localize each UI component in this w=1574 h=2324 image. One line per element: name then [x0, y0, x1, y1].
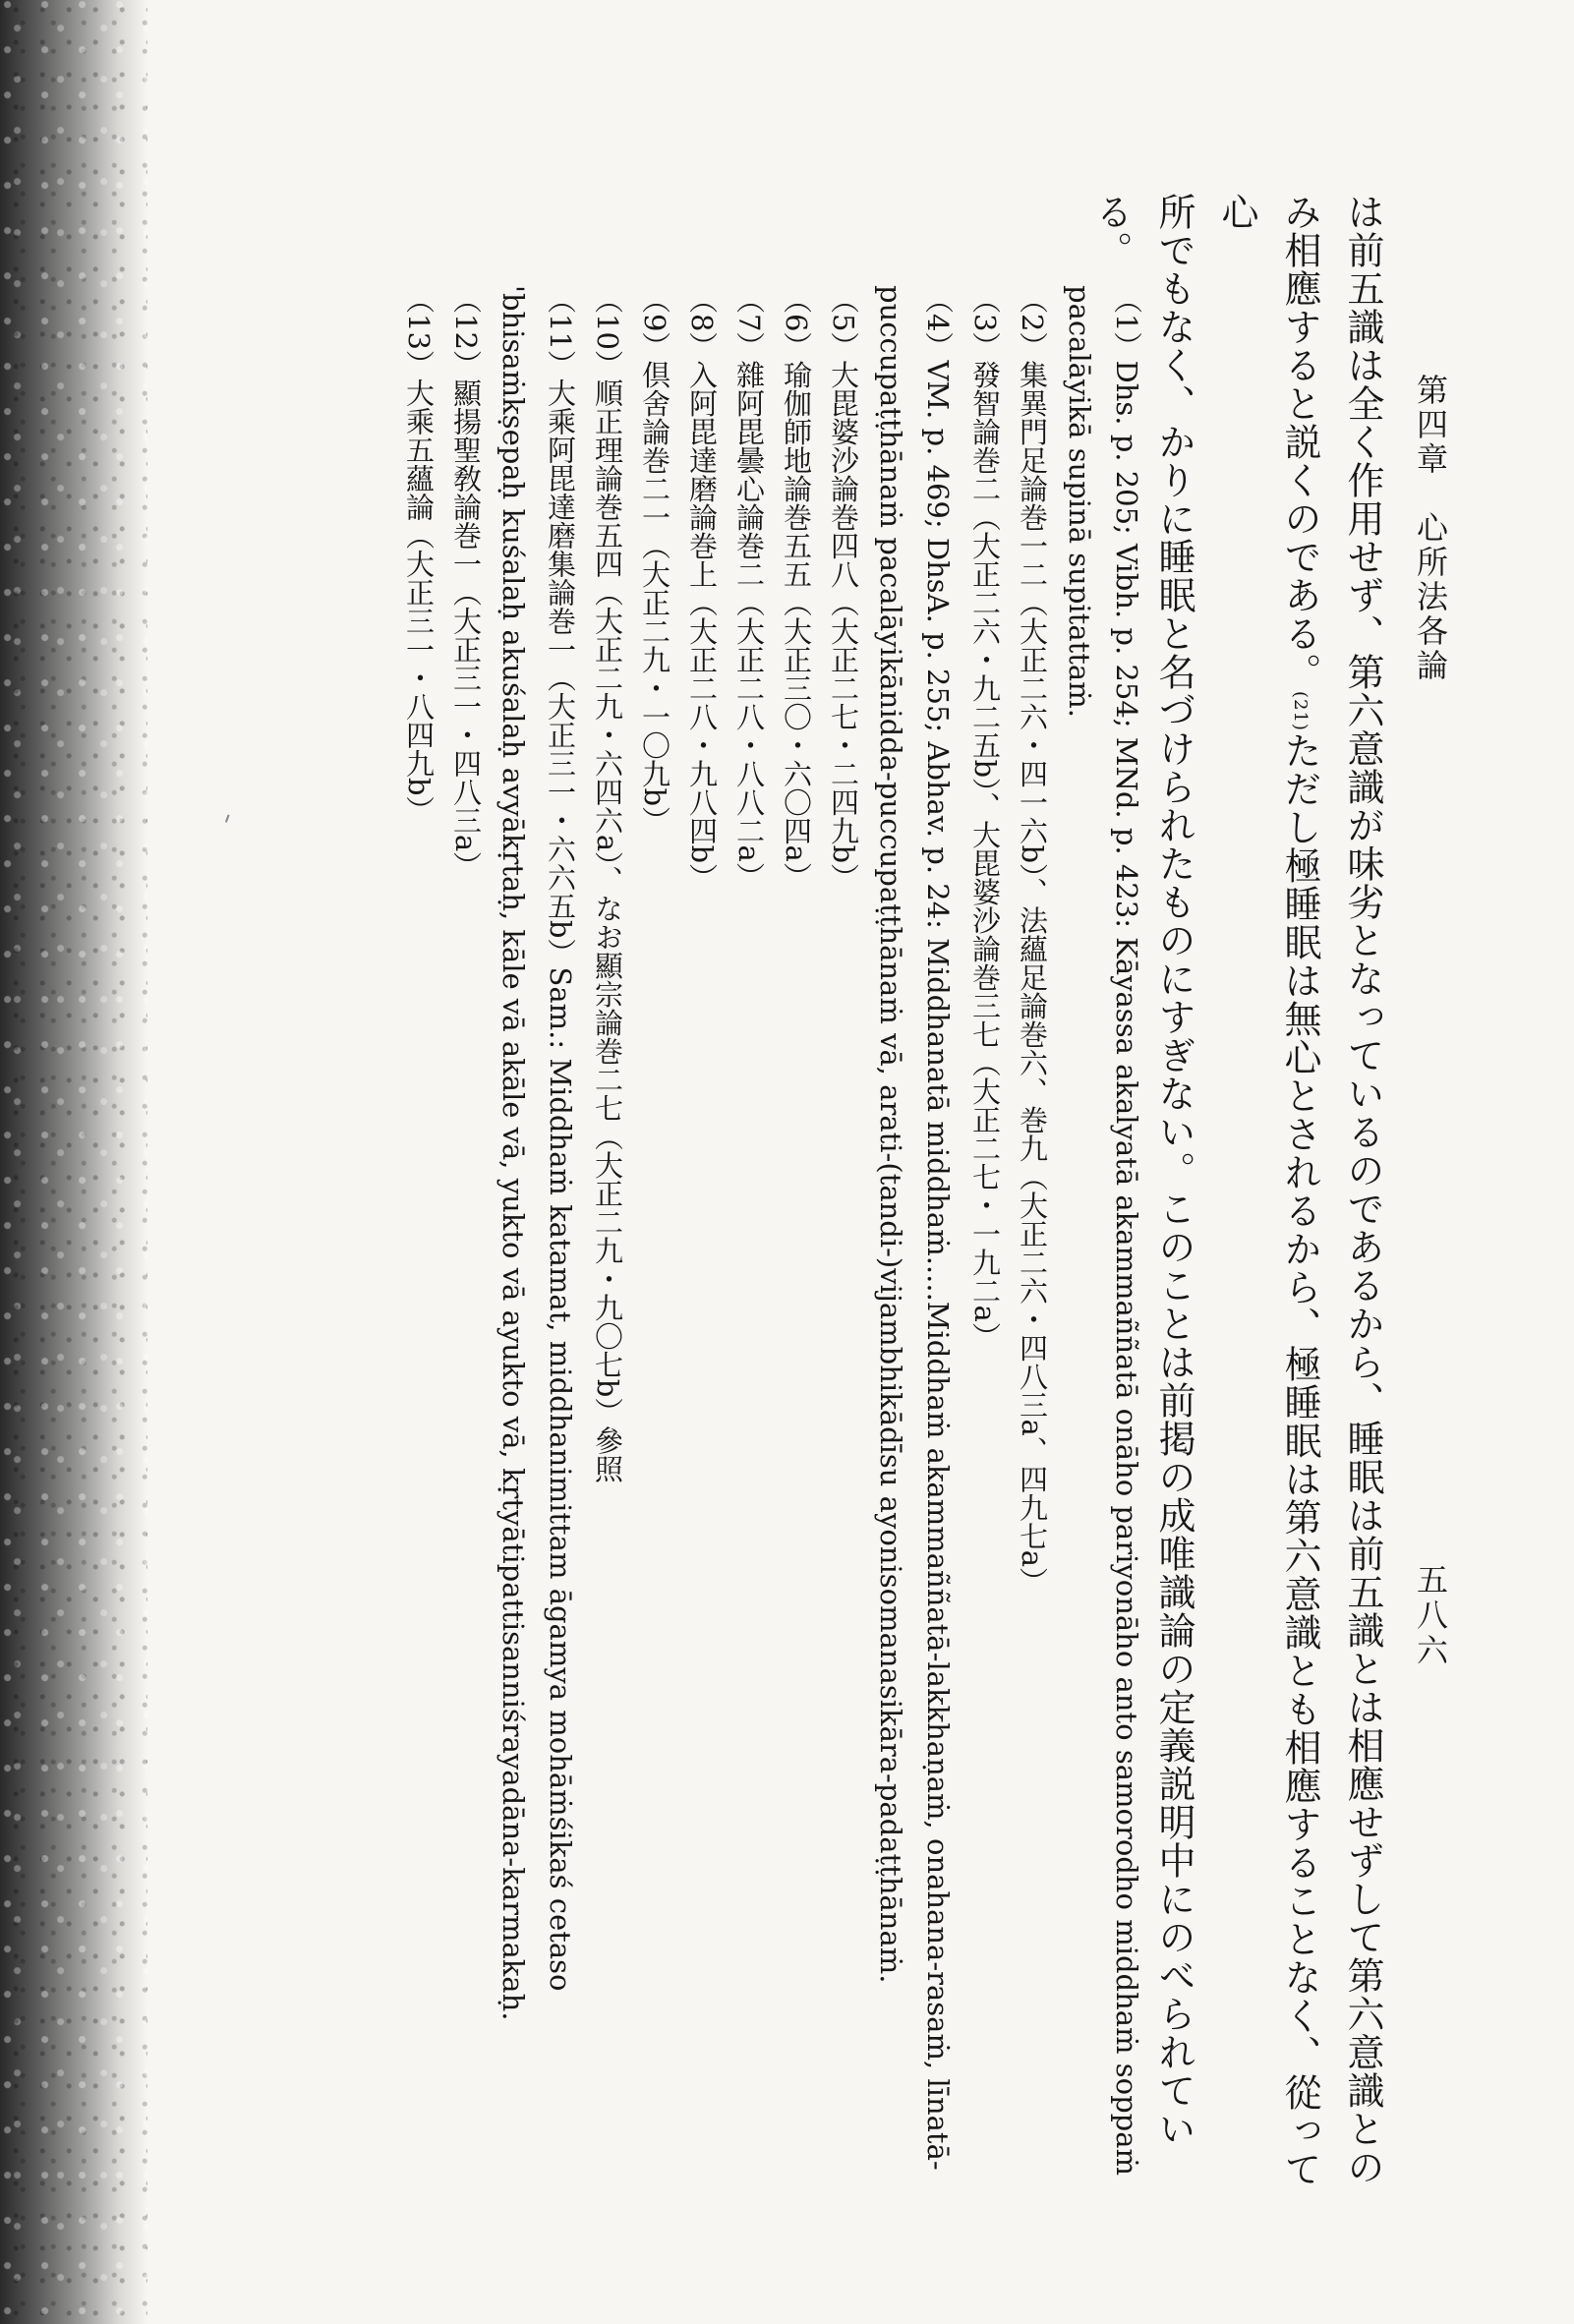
note-text: 雜阿毘曇心論巻二（大正二八・八八二a） [732, 360, 766, 891]
note-text: 發智論巻二（大正二六・九二五b）、大毘婆沙論巻三七（大正二七・一九二a） [968, 360, 1002, 1351]
note-text: 順正理論巻五四（大正二九・六四六a）、なお顯宗論巻二七（大正二九・九〇七b）參照 [591, 378, 624, 1483]
body-line-2-cont: ただし極睡眠は無心とされるから、極睡眠は第六意識とも相應することなく、從って心 [1215, 193, 1321, 2188]
note-10 [584, 285, 631, 2192]
note-2 [1009, 285, 1056, 2192]
note-number: （1） [1110, 285, 1143, 361]
note-number: （8） [685, 285, 719, 361]
note-9 [631, 285, 678, 2192]
body-line-2-text: み相應すると説くのである。 [1278, 193, 1321, 691]
note-text: 大毘婆沙論巻四八（大正二七・二四九b） [827, 360, 860, 893]
note-number: （7） [732, 285, 766, 361]
note-number: （10） [591, 285, 624, 378]
note-number: （3） [968, 285, 1002, 361]
note-text: 集異門足論巻一二（大正二六・四一六b）、法蘊足論巻六、巻九（大正二六・四八三a、四九七a） [1016, 360, 1049, 1597]
body-line-2 [1205, 193, 1331, 2198]
note-number: （13） [402, 285, 436, 378]
note-text: 倶舍論巻二一（大正二九・一〇九b） [638, 360, 671, 836]
endnotes [295, 285, 1150, 2192]
note-text: 大乘五蘊論（大正三一・八四九b） [402, 378, 436, 825]
scan-noise [0, 0, 147, 2324]
note-number: （2） [1016, 285, 1049, 361]
pencil-mark [225, 815, 237, 826]
note-text: 瑜伽師地論巻五五（大正三〇・六〇四a） [780, 360, 813, 891]
footnote-reference: (21) [1290, 691, 1311, 731]
note-text: 大乘阿毘達磨集論巻一（大正三一・六六五b）Sam.: Middhaṁ katamat, middhanimittam āgamya mohāṁśikaś cetaso 'bhisaṁkṣepaḥ kuśalaḥ akuśalaḥ avyākṛtaḥ, kāle vā akāle vā, yukto vā ayukto vā, kṛtyātipattisanniśrayadāna-karmakaḥ. [496, 285, 577, 2021]
page-number: 五八六 [1412, 1563, 1449, 1669]
note-11 [490, 285, 584, 2192]
note-text: 顯揚聖敎論巻一（大正三一・四八三a） [449, 378, 483, 881]
body-line-1: は前五識は全く作用せず、第六意識が味劣となっているのであるから、睡眠は前五識とは相應せずして第六意識との [1341, 193, 1384, 2186]
note-number: （11） [544, 285, 577, 378]
note-7 [726, 285, 773, 2192]
note-text: Dhs. p. 205; Vibh. p. 254; MNd. p. 423: Kāyassa akalyatā akammaññatā onāho pariyonāho anto samorodho middhaṁ soppaṁ pacalāyikā supinā supitattaṁ. [1063, 285, 1143, 2177]
note-number: （4） [921, 285, 955, 361]
body-line-3: 所でもなく、かりに睡眠と名づけられたものにすぎない。このことは前掲の成唯識論の定義説明中にのべられている。 [1089, 193, 1195, 2148]
running-header: 第四章 心所法各論 [1412, 374, 1449, 683]
note-number: （9） [638, 285, 671, 361]
note-number: （12） [449, 285, 483, 378]
note-number: （6） [780, 285, 813, 361]
note-3 [962, 285, 1009, 2192]
note-8 [678, 285, 726, 2192]
note-1 [1056, 285, 1150, 2192]
note-text: VM. p. 469; DhsA. p. 255; Abhav. p. 24: Middhanatā middhaṁ.....Middhaṁ akammaññatā-lakkhaṇaṁ, onahana-rasaṁ, līnatā-puccupaṭṭhānaṁ pacalāyikānidda-puccupaṭṭhānaṁ vā, arati-(tandi-)vijambhikādīsu ayonisomanasikāra-padaṭṭhānaṁ. [874, 285, 955, 2171]
note-12 [442, 285, 490, 2192]
note-6 [773, 285, 820, 2192]
note-text: 入阿毘達磨論巻上（大正二八・九八四b） [685, 360, 719, 893]
note-5 [820, 285, 867, 2192]
note-13 [395, 285, 442, 2192]
note-number: （5） [827, 285, 860, 361]
note-4 [867, 285, 962, 2192]
